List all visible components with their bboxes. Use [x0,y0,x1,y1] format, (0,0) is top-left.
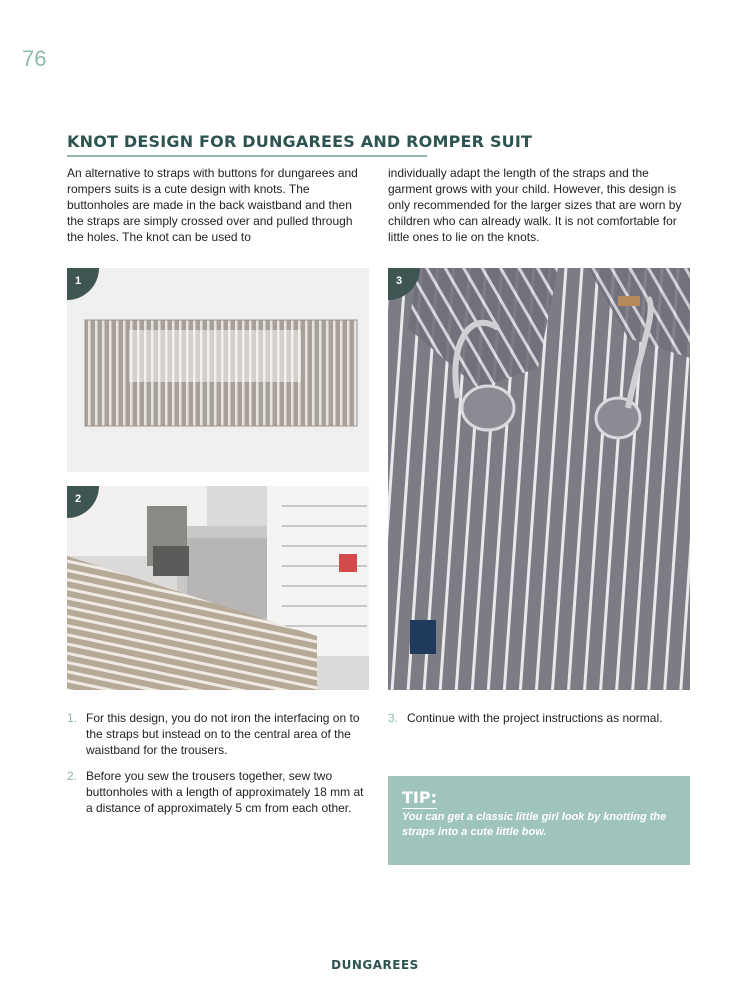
step-badge: 1 [67,268,99,300]
photo-step-3 [388,268,690,690]
step-number: 1. [67,711,78,725]
step-number: 2. [67,769,78,783]
striped-fabric-strip-image [67,268,369,472]
step-badge: 3 [388,268,420,300]
page-number: 76 [22,46,47,71]
steps-right [388,710,688,736]
knotted-straps-dungarees-image [388,268,690,690]
photo-step-2 [67,486,369,690]
tip-title: TIP: [402,788,437,807]
list-item [67,710,367,758]
step-text: Continue with the project instructions as normal. [407,711,663,725]
tip-text: You can get a classic little girl look by knotting the straps into a cute little bow. [402,811,667,838]
intro-text-left: An alternative to straps with buttons for dungarees and rompers suits is a cute design with knots. The buttonholes are made in the back waistband and then the straps are simply crossed over and pulled through the holes. The knot can be used to [67,166,358,244]
steps-left [67,710,367,826]
page-footer: DUNGAREES [331,958,419,972]
step-number: 3. [388,711,399,725]
list-item [67,768,367,816]
photo-step-1 [67,268,369,472]
tip-box [388,776,690,865]
intro-text-right: individually adapt the length of the straps and the garment grows with your child. However, this design is only recommended for the larger sizes that are worn by children who can already walk. It is not comfortable for little ones to lie on the knots. [388,166,682,244]
sewing-machine-image [67,486,369,690]
step-text: For this design, you do not iron the interfacing on to the straps but instead on to the central area of the waistband for the trousers. [86,711,360,757]
list-item [388,710,688,726]
step-text: Before you sew the trousers together, sew two buttonholes with a length of approximately 18 mm at a distance of approximately 5 cm from each other. [86,769,364,815]
step-badge: 2 [67,486,99,518]
section-heading: KNOT DESIGN FOR DUNGAREES AND ROMPER SUIT [67,132,427,157]
